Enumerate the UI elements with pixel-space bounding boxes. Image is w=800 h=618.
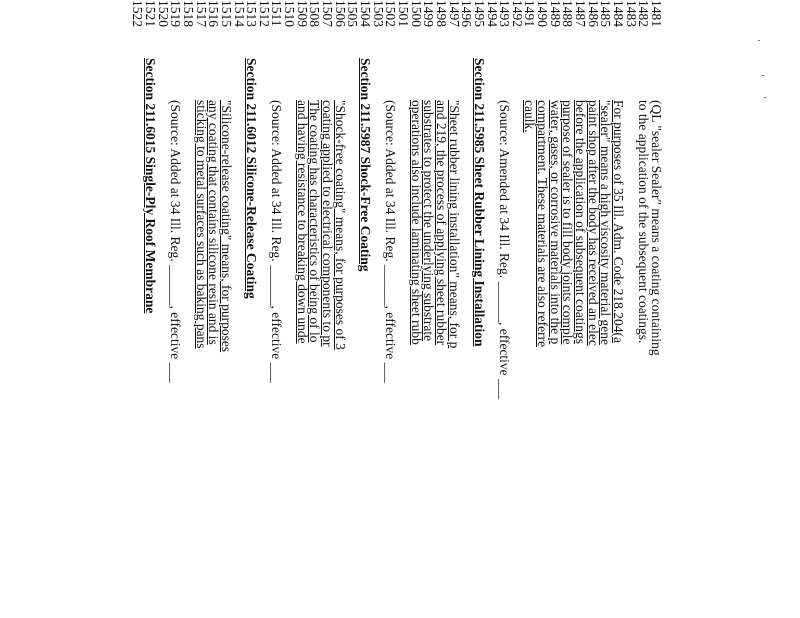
line-text: "sealer" means a high viscosity material gene: [598, 100, 614, 345]
line-number: 1494: [484, 0, 500, 27]
line-number: 1513: [244, 0, 260, 27]
line-text: For purposes of 35 Ill. Adm. Code 218.204(a: [611, 100, 627, 343]
line-number: 1515: [218, 0, 234, 27]
line-text: (Source: Added at 34 Ill. Reg. ______, effective ___: [269, 100, 285, 383]
line-number: 1489: [547, 0, 563, 27]
line-number: 1483: [623, 0, 639, 27]
line-text: caulk.: [522, 100, 538, 133]
line-number: 1517: [193, 0, 209, 27]
line-number: 1512: [256, 0, 272, 27]
line-text: The coating has characteristics of being of lo: [307, 100, 323, 343]
line-number: 1516: [206, 0, 222, 27]
line-number: 1505: [345, 0, 361, 27]
line-text: to the application of the subsequent coatings.: [636, 100, 652, 344]
section-heading: Section 211.6015 Single-Ply Roof Membrane: [143, 58, 158, 314]
line-text: substrates to protect the underlying substrate: [421, 100, 437, 342]
line-number: 1508: [307, 0, 323, 27]
line-number: 1518: [180, 0, 196, 27]
line-text: coating applied to electrical components to pr: [320, 100, 336, 347]
line-number: 1509: [294, 0, 310, 27]
line-number: 1497: [446, 0, 462, 27]
line-text: operations also include laminating sheet rubb: [408, 100, 424, 345]
line-text: (Source: Added at 34 Ill. Reg. ______, effective ___: [383, 100, 399, 383]
line-number: 1511: [269, 0, 285, 27]
section-heading: Section 211.6012 Silicone-Release Coating: [244, 58, 260, 299]
line-text: sticking to metal surfaces such as baking pans: [193, 100, 209, 349]
line-number: 1510: [282, 0, 298, 27]
line-number: 1501: [396, 0, 411, 27]
section-heading: Section 211.5985 Sheet Rubber Lining Installation: [471, 58, 487, 347]
line-number: 1498: [433, 0, 449, 27]
line-number: 1522: [130, 0, 146, 27]
line-number: 1496: [459, 0, 475, 27]
document-line: [129, 0, 145, 618]
line-number: 1503: [370, 0, 386, 27]
line-text: (Source: Added at 34 Ill. Reg. ______, effective ___: [168, 100, 184, 383]
line-text: paint shop after the body has received an elec: [585, 100, 601, 346]
line-number: 1490: [535, 0, 551, 27]
line-text: and having resistance to breaking down unde: [294, 100, 310, 344]
line-number: 1484: [611, 0, 627, 27]
line-number: 1520: [155, 0, 171, 27]
line-text: and 219, the process of applying sheet rubber: [433, 100, 449, 346]
line-text: before the application of subsequent coatings: [573, 100, 589, 345]
line-number: 1507: [320, 0, 336, 27]
line-text: "Sheet rubber lining installation" means, for p: [446, 100, 462, 349]
line-text: purpose of sealer is to fill body joints comple: [560, 100, 576, 345]
line-text: water, gases, or corrosive materials into the p: [547, 100, 563, 345]
line-number: 1499: [421, 0, 437, 27]
line-number: 1506: [332, 0, 348, 27]
line-number: 1504: [358, 0, 374, 27]
line-number: 1487: [573, 0, 589, 27]
line-text: (Source: Amended at 34 Ill. Reg. ______, effective ___: [497, 100, 513, 400]
line-number: 1500: [408, 0, 424, 27]
line-text: "Silicone-release coating" means, for purposes: [218, 100, 234, 353]
line-number: 1491: [522, 0, 538, 27]
line-text: (QL "sealer Sealer" means a coating containing: [649, 100, 664, 356]
line-number: 1485: [598, 0, 614, 27]
line-number: 1495: [471, 0, 487, 27]
line-number: 1481: [649, 0, 664, 27]
line-number: 1488: [560, 0, 576, 27]
line-number: 1502: [383, 0, 399, 27]
line-number: 1493: [497, 0, 513, 27]
line-text: "Shock-free coating" means, for purposes of 3: [332, 100, 348, 350]
line-number: 1486: [585, 0, 601, 27]
line-number: 1482: [636, 0, 652, 27]
line-number: 1514: [231, 0, 247, 27]
line-number: 1521: [143, 0, 158, 27]
line-text: any coating that contains silicone resin and is: [206, 100, 222, 345]
line-text: compartment. These materials are also referre: [535, 100, 551, 348]
line-number: 1492: [509, 0, 525, 27]
section-heading: Section 211.5987 Shock-Free Coating: [358, 58, 374, 272]
line-number: 1519: [168, 0, 184, 27]
